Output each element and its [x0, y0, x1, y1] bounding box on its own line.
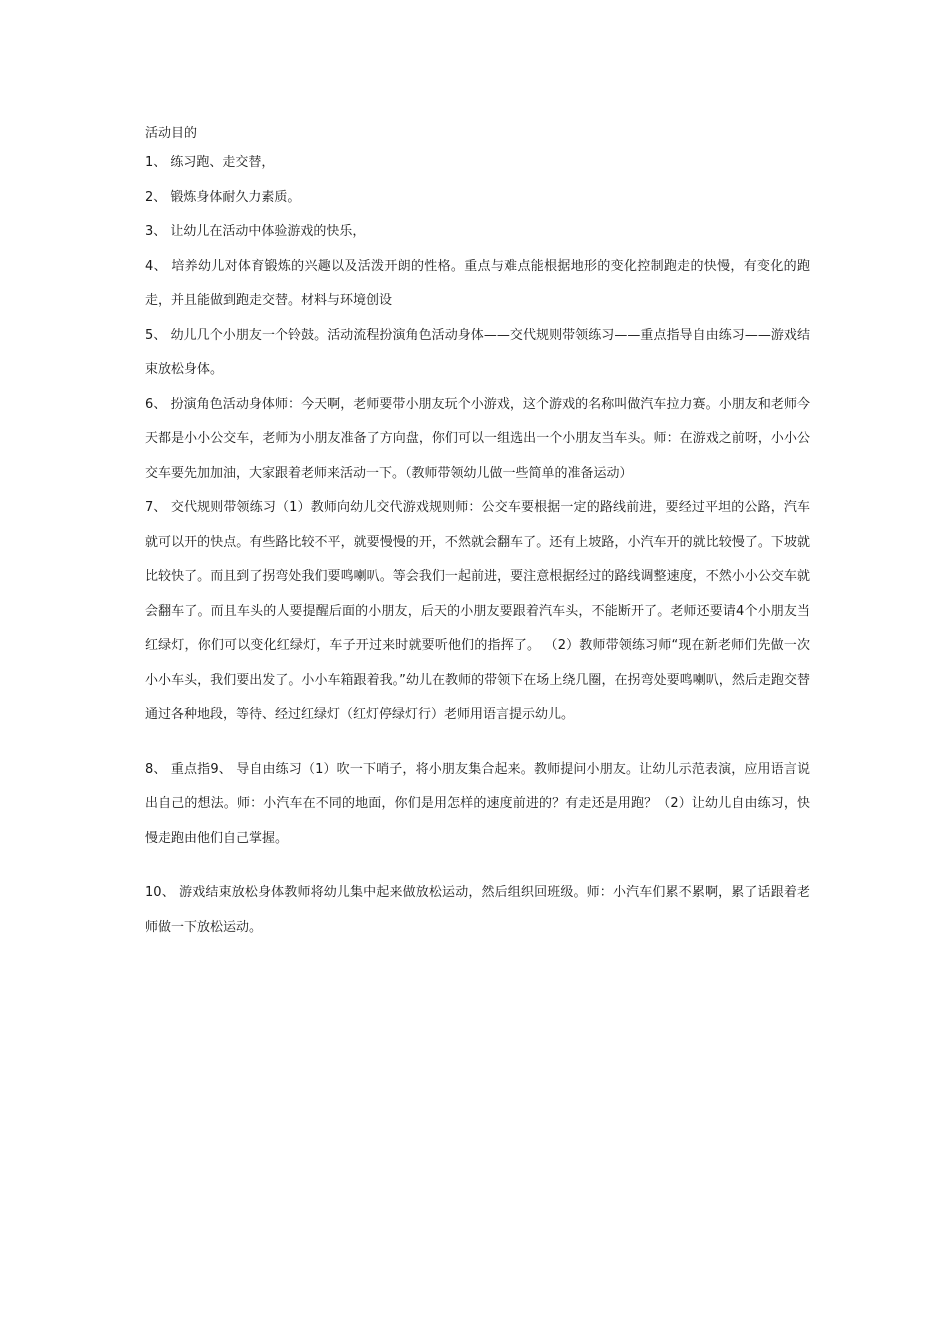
item-number: 5 [145, 327, 154, 343]
item-text: 交代规则带领练习（1）教师向幼儿交代游戏规则师：公交车要根据一定的路线前进，要经过平坦的公路，汽车就可以开的快点。有些路比较不平，就要慢慢的开，不然就会翻车了。还有上坡路，小汽车开的就比较慢了。下坡就比较快了。而且到了拐弯处我们要鸣喇叭。等会我们一起前进，要注意根据经过的路线调整速度，不然小小公交车就会翻车了。而且车头的人要提醒后面的小朋友，后天的小朋友要跟着汽车头，不能断开了。老师还要请4个小朋友当红绿灯，你们可以变化红绿灯，车子开过来时就要听他们的指挥了。 （2）教师带领练习师“现在新老师们先做一次小小车头，我们要出发了。小小车箱跟着我。”幼儿在教师的带领下在场上绕几圈，在拐弯处要鸣喇叭，然后走跑交替通过各种地段，等待、经过红绿灯（红灯停绿灯行）老师用语言提示幼儿。 [145, 500, 810, 722]
list-item [145, 491, 810, 733]
item-number: 3 [145, 224, 154, 239]
section-heading: 活动目的 [145, 126, 198, 141]
item-separator: 、 [153, 258, 172, 274]
item-separator: 、 [161, 885, 180, 900]
item-text: 游戏结束放松身体教师将幼儿集中起来做放松运动，然后组织回班级。师：小汽车们累不累啊，累了话跟着老师做一下放松运动。 [145, 885, 810, 935]
item-separator: 、 [153, 155, 171, 170]
list-item [145, 146, 810, 181]
item-separator: 、 [153, 189, 171, 205]
item-text: 锻炼身体耐久力素质。 [170, 189, 301, 205]
item-text: 重点指9、 导自由练习（1）吹一下哨子，将小朋友集合起来。教师提问小朋友。让幼儿示范表演，应用语言说出自己的想法。师：小汽车在不同的地面，你们是用怎样的速度前进的？有走还是用跑？（2）让幼儿自由练习，快慢走跑由他们自己掌握。 [145, 761, 810, 846]
item-number: 8 [145, 761, 154, 777]
item-text: 培养幼儿对体育锻炼的兴趣以及活泼开朗的性格。重点与难点能根据地形的变化控制跑走的快慢，有变化的跑走，并且能做到跑走交替。材料与环境创设 [145, 258, 810, 308]
list-item [145, 250, 810, 319]
list-item [145, 181, 810, 216]
item-separator: 、 [153, 500, 171, 515]
list-item [145, 388, 810, 492]
item-number: 6 [145, 396, 154, 412]
item-number: 1 [145, 155, 154, 170]
item-text: 扮演角色活动身体师：今天啊，老师要带小朋友玩个小游戏，这个游戏的名称叫做汽车拉力赛。小朋友和老师今天都是小小公交车，老师为小朋友准备了方向盘，你们可以一组选出一个小朋友当车头。师：在游戏之前呀，小小公交车要先加加油，大家跟着老师来活动一下。（教师带领幼儿做一些简单的准备运动） [145, 396, 810, 481]
item-text: 练习跑、走交替， [170, 155, 275, 170]
paragraph-gap [145, 733, 810, 753]
item-text: 让幼儿在活动中体验游戏的快乐， [170, 224, 366, 239]
list-item [145, 215, 810, 250]
item-number: 2 [145, 189, 154, 205]
item-separator: 、 [153, 224, 171, 239]
item-separator: 、 [153, 396, 171, 412]
list-item [145, 876, 810, 945]
item-separator: 、 [153, 761, 171, 777]
document-page [145, 124, 810, 945]
item-separator: 、 [153, 327, 171, 343]
item-text: 幼儿几个小朋友一个铃鼓。活动流程扮演角色活动身体——交代规则带领练习——重点指导自由练习——游戏结束放松身体。 [145, 327, 810, 377]
list-item [145, 319, 810, 388]
list-item [145, 753, 810, 857]
item-number: 4 [145, 258, 154, 274]
paragraph-gap [145, 856, 810, 876]
item-number: 10 [145, 885, 162, 900]
item-number: 7 [145, 500, 154, 515]
